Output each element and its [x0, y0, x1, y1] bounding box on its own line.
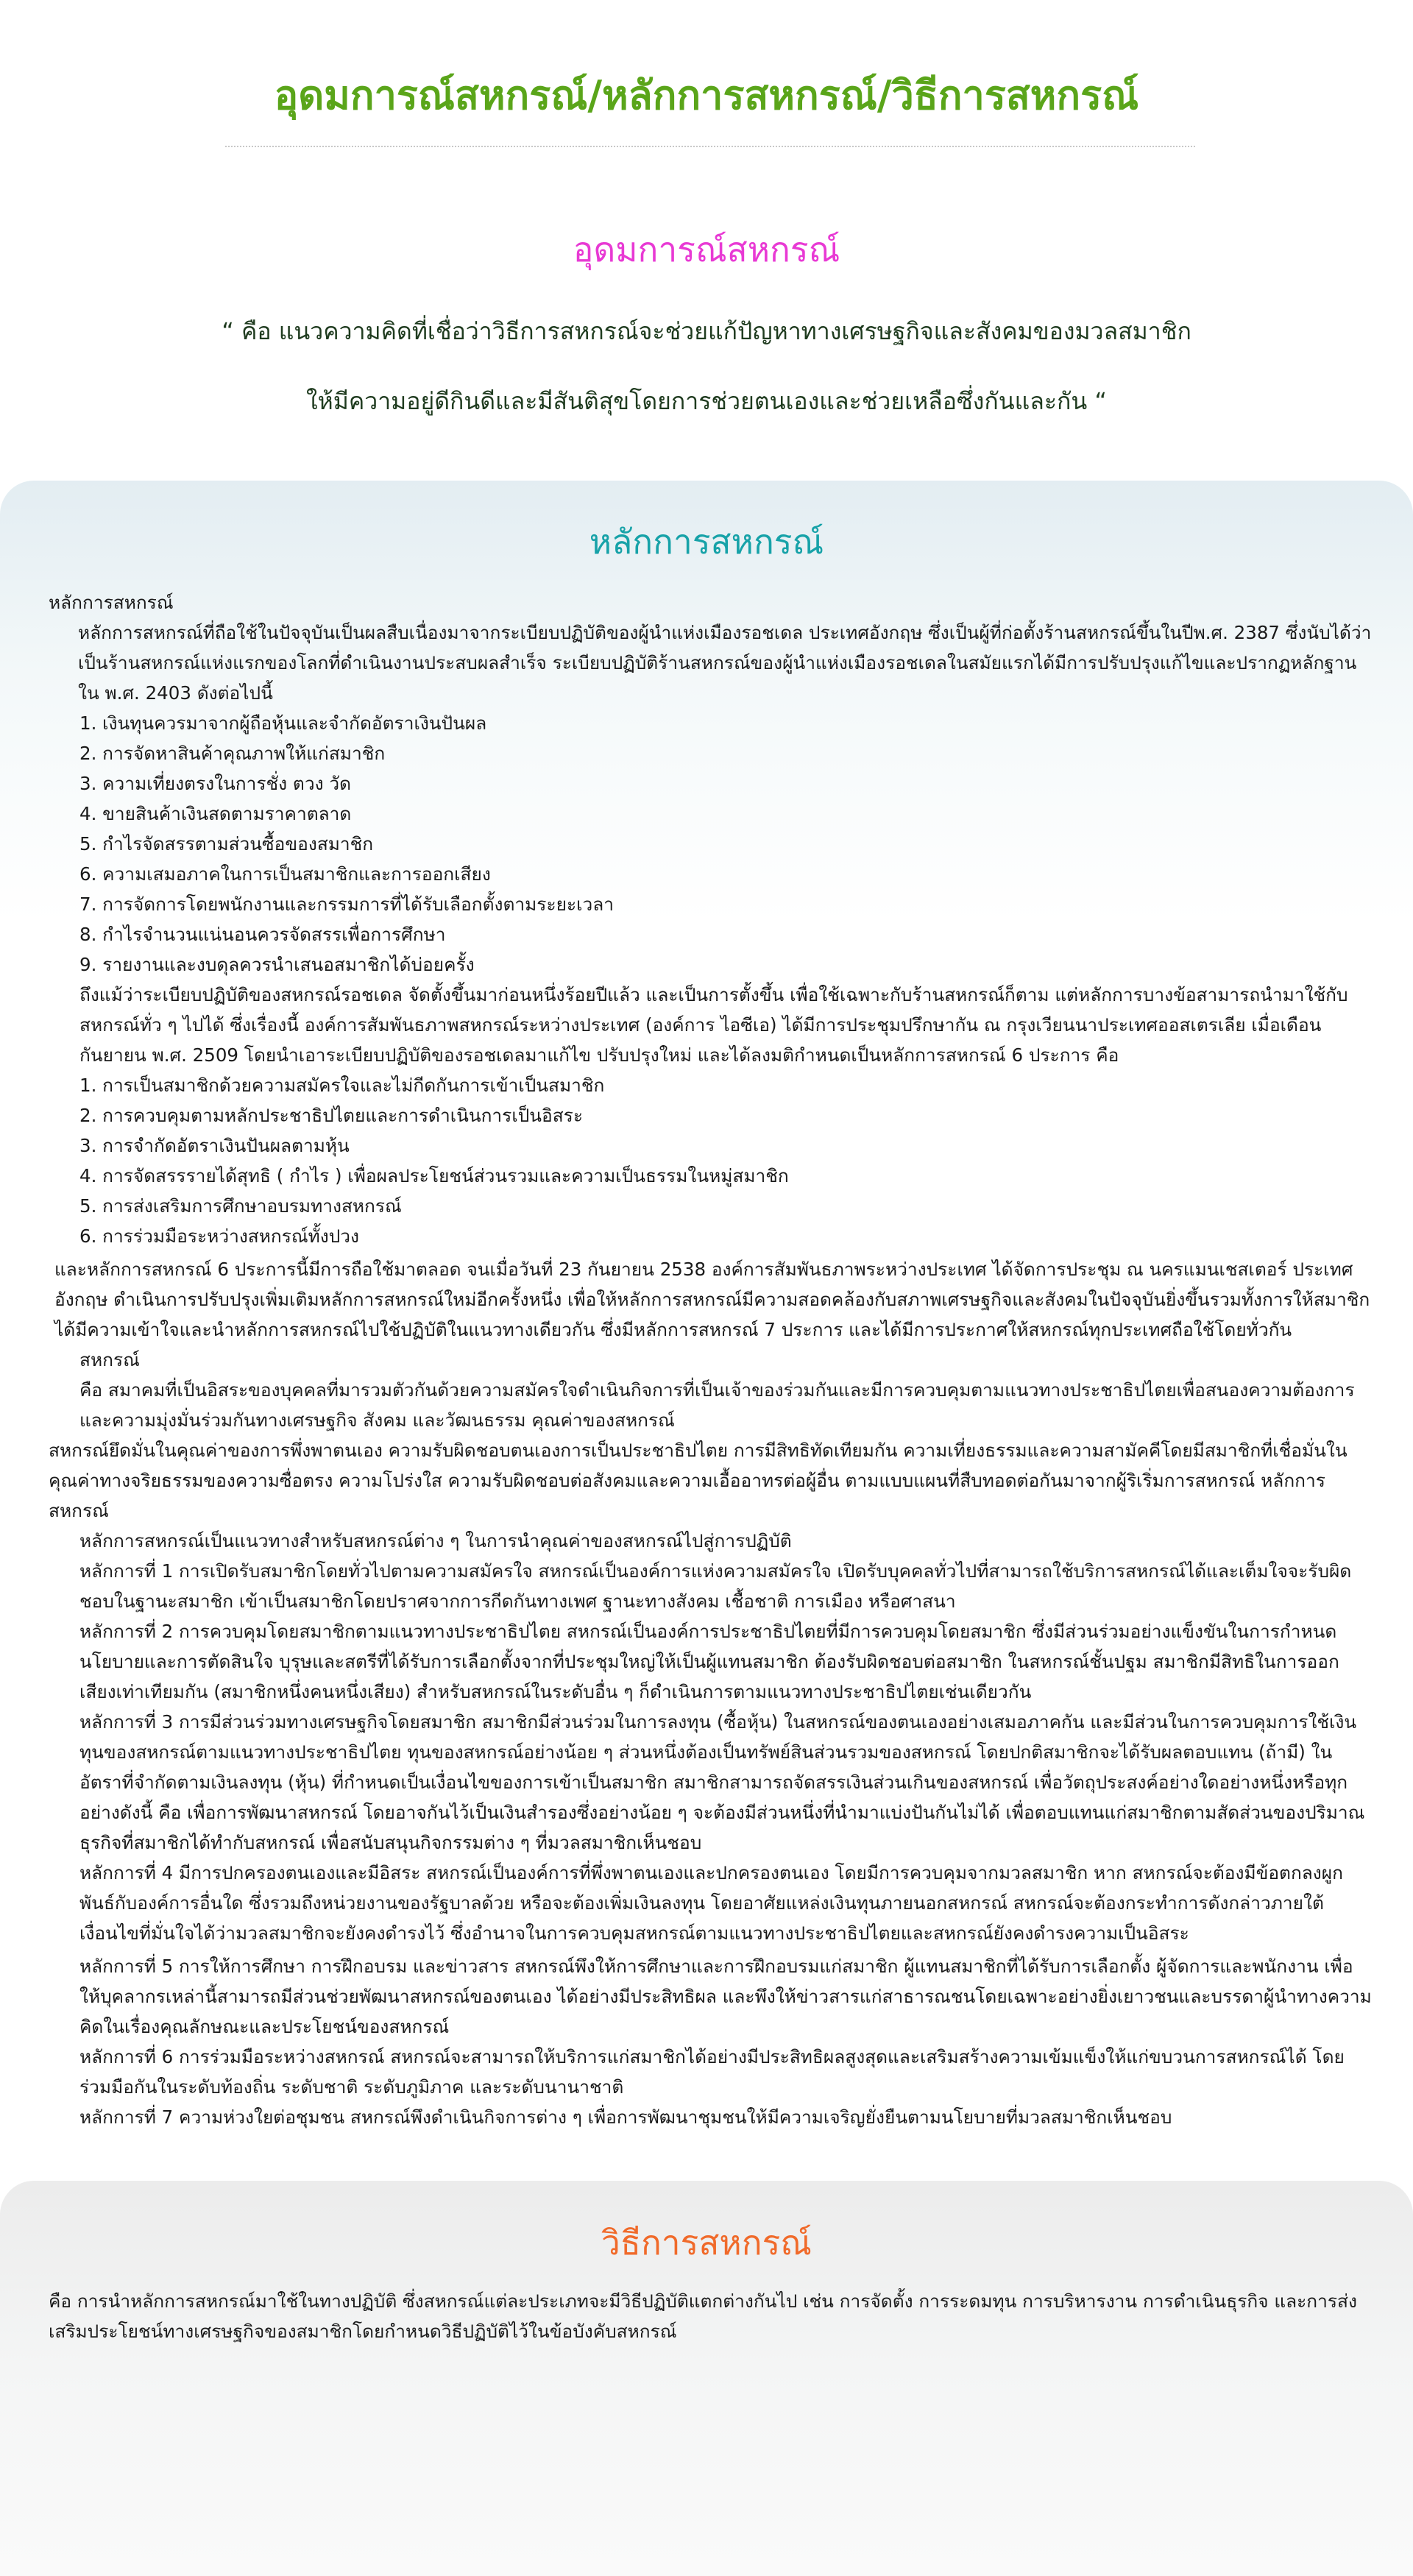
- list-item: 1. เงินทุนควรมาจากผู้ถือหุ้นและจำกัดอัตราเงินปันผล: [79, 712, 487, 734]
- list-item: 3. ความเที่ยงตรงในการชั่ง ตวง วัด: [79, 773, 352, 794]
- rochdale-rules-list: [49, 708, 1373, 980]
- list-item: 4. ขายสินค้าเงินสดตามราคาตลาด: [79, 803, 352, 824]
- paragraph-2538: และหลักการสหกรณ์ 6 ประการนี้มีการถือใช้มาตลอด จนเมื่อวันที่ 23 กันยายน 2538 องค์การสัมพันธภาพระหว่างประเทศ ได้จัดการประชุม ณ นครแมนเชสเตอร์ ประเทศอังกฤษ ดำเนินการปรับปรุงเพิ่มเติมหลักการสหกรณ์ใหม่อีกครั้งหนึ่ง เพื่อให้หลักการสหกรณ์มีความสอดคล้องกับสภาพเศรษฐกิจและสังคมในปัจจุบันยิ่งขึ้นรวมทั้งการให้สมาชิกได้มีความเข้าใจและนำหลักการสหกรณ์ไปใช้ปฏิบัติในแนวทางเดียวกัน ซึ่งมีหลักการสหกรณ์ 7 ประการ และได้มีการประกาศให้สหกรณ์ทุกประเทศถือใช้โดยทั่วกัน: [54, 1259, 1370, 1340]
- ideology-heading: อุดมการณ์สหกรณ์: [573, 230, 840, 269]
- principles-label: หลักการสหกรณ์: [49, 592, 174, 613]
- list-item: 2. การจัดหาสินค้าคุณภาพให้แก่สมาชิก: [79, 743, 386, 764]
- page-title: อุดมการณ์สหกรณ์/หลักการสหกรณ์/วิธีการสหกรณ์: [274, 72, 1139, 118]
- list-item: 1. การเป็นสมาชิกด้วยความสมัครใจและไม่กีดกันการเข้าเป็นสมาชิก: [79, 1075, 605, 1096]
- principles-section: [0, 481, 1413, 2181]
- ideology-quote-line-1: “ คือ แนวความคิดที่เชื่อว่าวิธีการสหกรณ์จะช่วยแก้ปัญหาทางเศรษฐกิจและสังคมของมวลสมาชิก: [222, 317, 1191, 345]
- cooperative-values: สหกรณ์ยึดมั่นในคุณค่าของการพึ่งพาตนเอง ความรับผิดชอบตนเองการเป็นประชาธิปไตย การมีสิทธิทัดเทียมกัน ความเที่ยงธรรมและความสามัคคีโดยมีสมาชิกที่เชื่อมั่นในคุณค่าทางจริยธรรมของความซื่อตรง ความโปร่งใส ความรับผิดชอบต่อสังคมและความเอื้ออาทรต่อผู้อื่น ตามแบบแผนที่สืบทอดต่อกันมาจากผู้ริเริ่มการสหกรณ์ หลักการสหกรณ์: [49, 1440, 1348, 1521]
- list-item: 7. การจัดการโดยพนักงานและกรรมการที่ได้รับเลือกตั้งตามระยะเวลา: [79, 894, 615, 915]
- list-item: 6. ความเสมอภาคในการเป็นสมาชิกและการออกเสียง: [79, 863, 491, 885]
- principle-7: หลักการที่ 7 ความห่วงใยต่อชุมชน สหกรณ์พึงดำเนินกิจการต่าง ๆ เพื่อการพัฒนาชุมชนให้มีความเจริญยั่งยืนตามนโยบายที่มวลสมาชิกเห็นชอบ: [79, 2106, 1172, 2128]
- principle-5: หลักการที่ 5 การให้การศึกษา การฝึกอบรม และข่าวสาร สหกรณ์พึงให้การศึกษาและการฝึกอบรมแก่สมาชิก ผู้แทนสมาชิกที่ได้รับการเลือกตั้ง ผู้จัดการและพนักงาน เพื่อให้บุคลากรเหล่านี้สามารถมีส่วนช่วยพัฒนาสหกรณ์ของตนเอง ได้อย่างมีประสิทธิผล และพึงให้ข่าวสารแก่สาธารณชนโดยเฉพาะอย่างยิ่งเยาวชนและบรรดาผู้นำทางความคิดในเรื่องคุณลักษณะและประโยชน์ของสหกรณ์: [79, 1956, 1372, 2037]
- list-item: 5. กำไรจัดสรรตามส่วนซื้อของสมาชิก: [79, 833, 374, 854]
- six-principles-list: [49, 1070, 1373, 1251]
- principle-1: หลักการที่ 1 การเปิดรับสมาชิกโดยทั่วไปตามความสมัครใจ สหกรณ์เป็นองค์การแห่งความสมัครใจ เปิดรับบุคคลทั่วไปที่สามารถใช้บริการสหกรณ์ได้และเต็มใจจะรับผิดชอบในฐานะสมาชิก เข้าเป็นสมาชิกโดยปราศจากการกีดกันทางเพศ ฐานะทางสังคม เชื้อชาติ การเมือง หรือศาสนา: [79, 1560, 1352, 1612]
- methods-section: [0, 2181, 1413, 2576]
- principle-4: หลักการที่ 4 มีการปกครองตนเองและมีอิสระ สหกรณ์เป็นองค์การที่พึ่งพาตนเองและปกครองตนเอง โดยมีการควบคุมจากมวลสมาชิก หาก สหกรณ์จะต้องมีข้อตกลงผูกพันธ์กับองค์การอื่นใด ซึ่งรวมถึงหน่วยงานของรัฐบาลด้วย หรือจะต้องเพิ่มเงินลงทุน โดยอาศัยแหล่งเงินทุนภายนอกสหกรณ์ สหกรณ์จะต้องกระทำการดังกล่าวภายใต้เงื่อนไขที่มั่นใจได้ว่ามวลสมาชิกจะยังคงดำรงไว้ ซึ่งอำนาจในการควบคุมสหกรณ์ตามแนวทางประชาธิปไตยและสหกรณ์ยังคงดำรงความเป็นอิสระ: [79, 1862, 1343, 1944]
- principle-6: หลักการที่ 6 การร่วมมือระหว่างสหกรณ์ สหกรณ์จะสามารถให้บริการแก่สมาชิกได้อย่างมีประสิทธิผลสูงสุดและเสริมสร้างความเข้มแข็งให้แก่ขบวนการสหกรณ์ได้ โดยร่วมมือกันในระดับท้องถิ่น ระดับชาติ ระดับภูมิภาค และระดับนานาชาติ: [79, 2046, 1345, 2098]
- principles-heading: หลักการสหกรณ์: [589, 522, 824, 562]
- principle-2: หลักการที่ 2 การควบคุมโดยสมาชิกตามแนวทางประชาธิปไตย สหกรณ์เป็นองค์การประชาธิปไตยที่มีการควบคุมโดยสมาชิก ซึ่งมีส่วนร่วมอย่างแข็งขันในการกำหนดนโยบายและการตัดสินใจ บุรุษและสตรีที่ได้รับการเลือกตั้งจากที่ประชุมใหญ่ให้เป็นผู้แทนสมาชิก ต้องรับผิดชอบต่อสมาชิก ในสหกรณ์ชั้นปฐม สมาชิกมีสิทธิในการออกเสียงเท่าเทียมกัน (สมาชิกหนึ่งคนหนึ่งเสียง) สำหรับสหกรณ์ในระดับอื่น ๆ ก็ดำเนินการตามแนวทางประชาธิปไตยเช่นเดียวกัน: [79, 1621, 1339, 1702]
- methods-text: คือ การนำหลักการสหกรณ์มาใช้ในทางปฏิบัติ ซึ่งสหกรณ์แต่ละประเภทจะมีวิธีปฏิบัติแตกต่างกันไป เช่น การจัดตั้ง การระดมทุน การบริหารงาน การดำเนินธุรกิจ และการส่งเสริมประโยชน์ทางเศรษฐกิจของสมาชิกโดยกำหนดวิธีปฏิบัติไว้ในข้อบังคับสหกรณ์: [49, 2290, 1357, 2342]
- list-item: 9. รายงานและงบดุลควรนำเสนอสมาชิกได้บ่อยครั้ง: [79, 954, 475, 975]
- cooperative-label: สหกรณ์: [79, 1349, 140, 1370]
- principles-guideline: หลักการสหกรณ์เป็นแนวทางสำหรับสหกรณ์ต่าง ๆ ในการนำคุณค่าของสหกรณ์ไปสู่การปฏิบัติ: [79, 1530, 792, 1551]
- paragraph-2509: ถึงแม้ว่าระเบียบปฏิบัติของสหกรณ์รอชเดล จัดตั้งขึ้นมาก่อนหนึ่งร้อยปีแล้ว และเป็นการตั้งขึ้น เพื่อใช้เฉพาะกับร้านสหกรณ์ก็ตาม แต่หลักการบางข้อสามารถนำมาใช้กับสหกรณ์ทั่ว ๆ ไปได้ ซึ่งเรื่องนี้ องค์การสัมพันธภาพสหกรณ์ระหว่างประเทศ (องค์การ ไอซีเอ) ได้มีการประชุมปรึกษากัน ณ กรุงเวียนนาประเทศออสเตรเลีย เมื่อเดือนกันยายน พ.ศ. 2509 โดยนำเอาระเบียบปฏิบัติของรอชเดลมาแก้ไข ปรับปรุงใหม่ และได้ลงมติกำหนดเป็นหลักการสหกรณ์ 6 ประการ คือ: [79, 984, 1348, 1066]
- principles-body: [49, 587, 1373, 2132]
- methods-body: [49, 2286, 1373, 2346]
- ideology-quote-line-2: ให้มีความอยู่ดีกินดีและมีสันติสุขโดยการช่วยตนเองและช่วยเหลือซึ่งกันและกัน “: [306, 387, 1107, 415]
- list-item: 2. การควบคุมตามหลักประชาธิปไตยและการดำเนินการเป็นอิสระ: [79, 1105, 583, 1126]
- methods-heading: วิธีการสหกรณ์: [601, 2223, 812, 2262]
- list-item: 8. กำไรจำนวนแน่นอนควรจัดสรรเพื่อการศึกษา: [79, 924, 446, 945]
- list-item: 3. การจำกัดอัตราเงินปันผลตามหุ้น: [79, 1135, 350, 1156]
- cooperative-definition: คือ สมาคมที่เป็นอิสระของบุคคลที่มารวมตัวกันด้วยความสมัครใจดำเนินกิจการที่เป็นเจ้าของร่วมกันและมีการควบคุมตามแนวทางประชาธิปไตยเพื่อสนองความต้องการและความมุ่งมั่นร่วมกันทางเศรษฐกิจ สังคม และวัฒนธรรม คุณค่าของสหกรณ์: [79, 1379, 1355, 1431]
- principles-intro: หลักการสหกรณ์ที่ถือใช้ในปัจจุบันเป็นผลสืบเนื่องมาจากระเบียบปฏิบัติของผู้นำแห่งเมืองรอชเดล ประเทศอังกฤษ ซึ่งเป็นผู้ที่ก่อตั้งร้านสหกรณ์ขึ้นในปีพ.ศ. 2387 ซึ่งนับได้ว่าเป็นร้านสหกรณ์แห่งแรกของโลกที่ดำเนินงานประสบผลสำเร็จ ระเบียบปฏิบัติร้านสหกรณ์ของผู้นำแห่งเมืองรอชเดลในสมัยแรกได้มีการปรับปรุงแก้ไขและปรากฏหลักฐานใน พ.ศ. 2403 ดังต่อไปนี้: [78, 622, 1372, 704]
- list-item: 6. การร่วมมือระหว่างสหกรณ์ทั้งปวง: [79, 1225, 360, 1247]
- list-item: 5. การส่งเสริมการศึกษาอบรมทางสหกรณ์: [79, 1195, 402, 1217]
- principle-3: หลักการที่ 3 การมีส่วนร่วมทางเศรษฐกิจโดยสมาชิก สมาชิกมีส่วนร่วมในการลงทุน (ซื้อหุ้น) ในสหกรณ์ของตนเองอย่างเสมอภาคกัน และมีส่วนในการควบคุมการใช้เงินทุนของสหกรณ์ตามแนวทางประชาธิปไตย ทุนของสหกรณ์อย่างน้อย ๆ ส่วนหนึ่งต้องเป็นทรัพย์สินส่วนรวมของสหกรณ์ โดยปกติสมาชิกจะได้รับผลตอบแทน (ถ้ามี) ในอัตราที่จำกัดตามเงินลงทุน (หุ้น) ที่กำหนดเป็นเงื่อนไขของการเข้าเป็นสมาชิก สมาชิกสามารถจัดสรรเงินส่วนเกินของสหกรณ์ เพื่อวัตถุประสงค์อย่างใดอย่างหนึ่งหรือทุกอย่างดังนี้ คือ เพื่อการพัฒนาสหกรณ์ โดยอาจกันไว้เป็นเงินสำรองซึ่งอย่างน้อย ๆ จะต้องมีส่วนหนึ่งที่นำมาแบ่งปันกันไม่ได้ เพื่อตอบแทนแก่สมาชิกตามสัดส่วนของปริมาณธุรกิจที่สมาชิกได้ทำกับสหกรณ์ เพื่อสนับสนุนกิจกรรมต่าง ๆ ที่มวลสมาชิกเห็นชอบ: [79, 1711, 1365, 1853]
- list-item: 4. การจัดสรรรายได้สุทธิ ( กำไร ) เพื่อผลประโยชน์ส่วนรวมและความเป็นธรรมในหมู่สมาชิก: [79, 1165, 789, 1186]
- title-divider: [225, 146, 1195, 147]
